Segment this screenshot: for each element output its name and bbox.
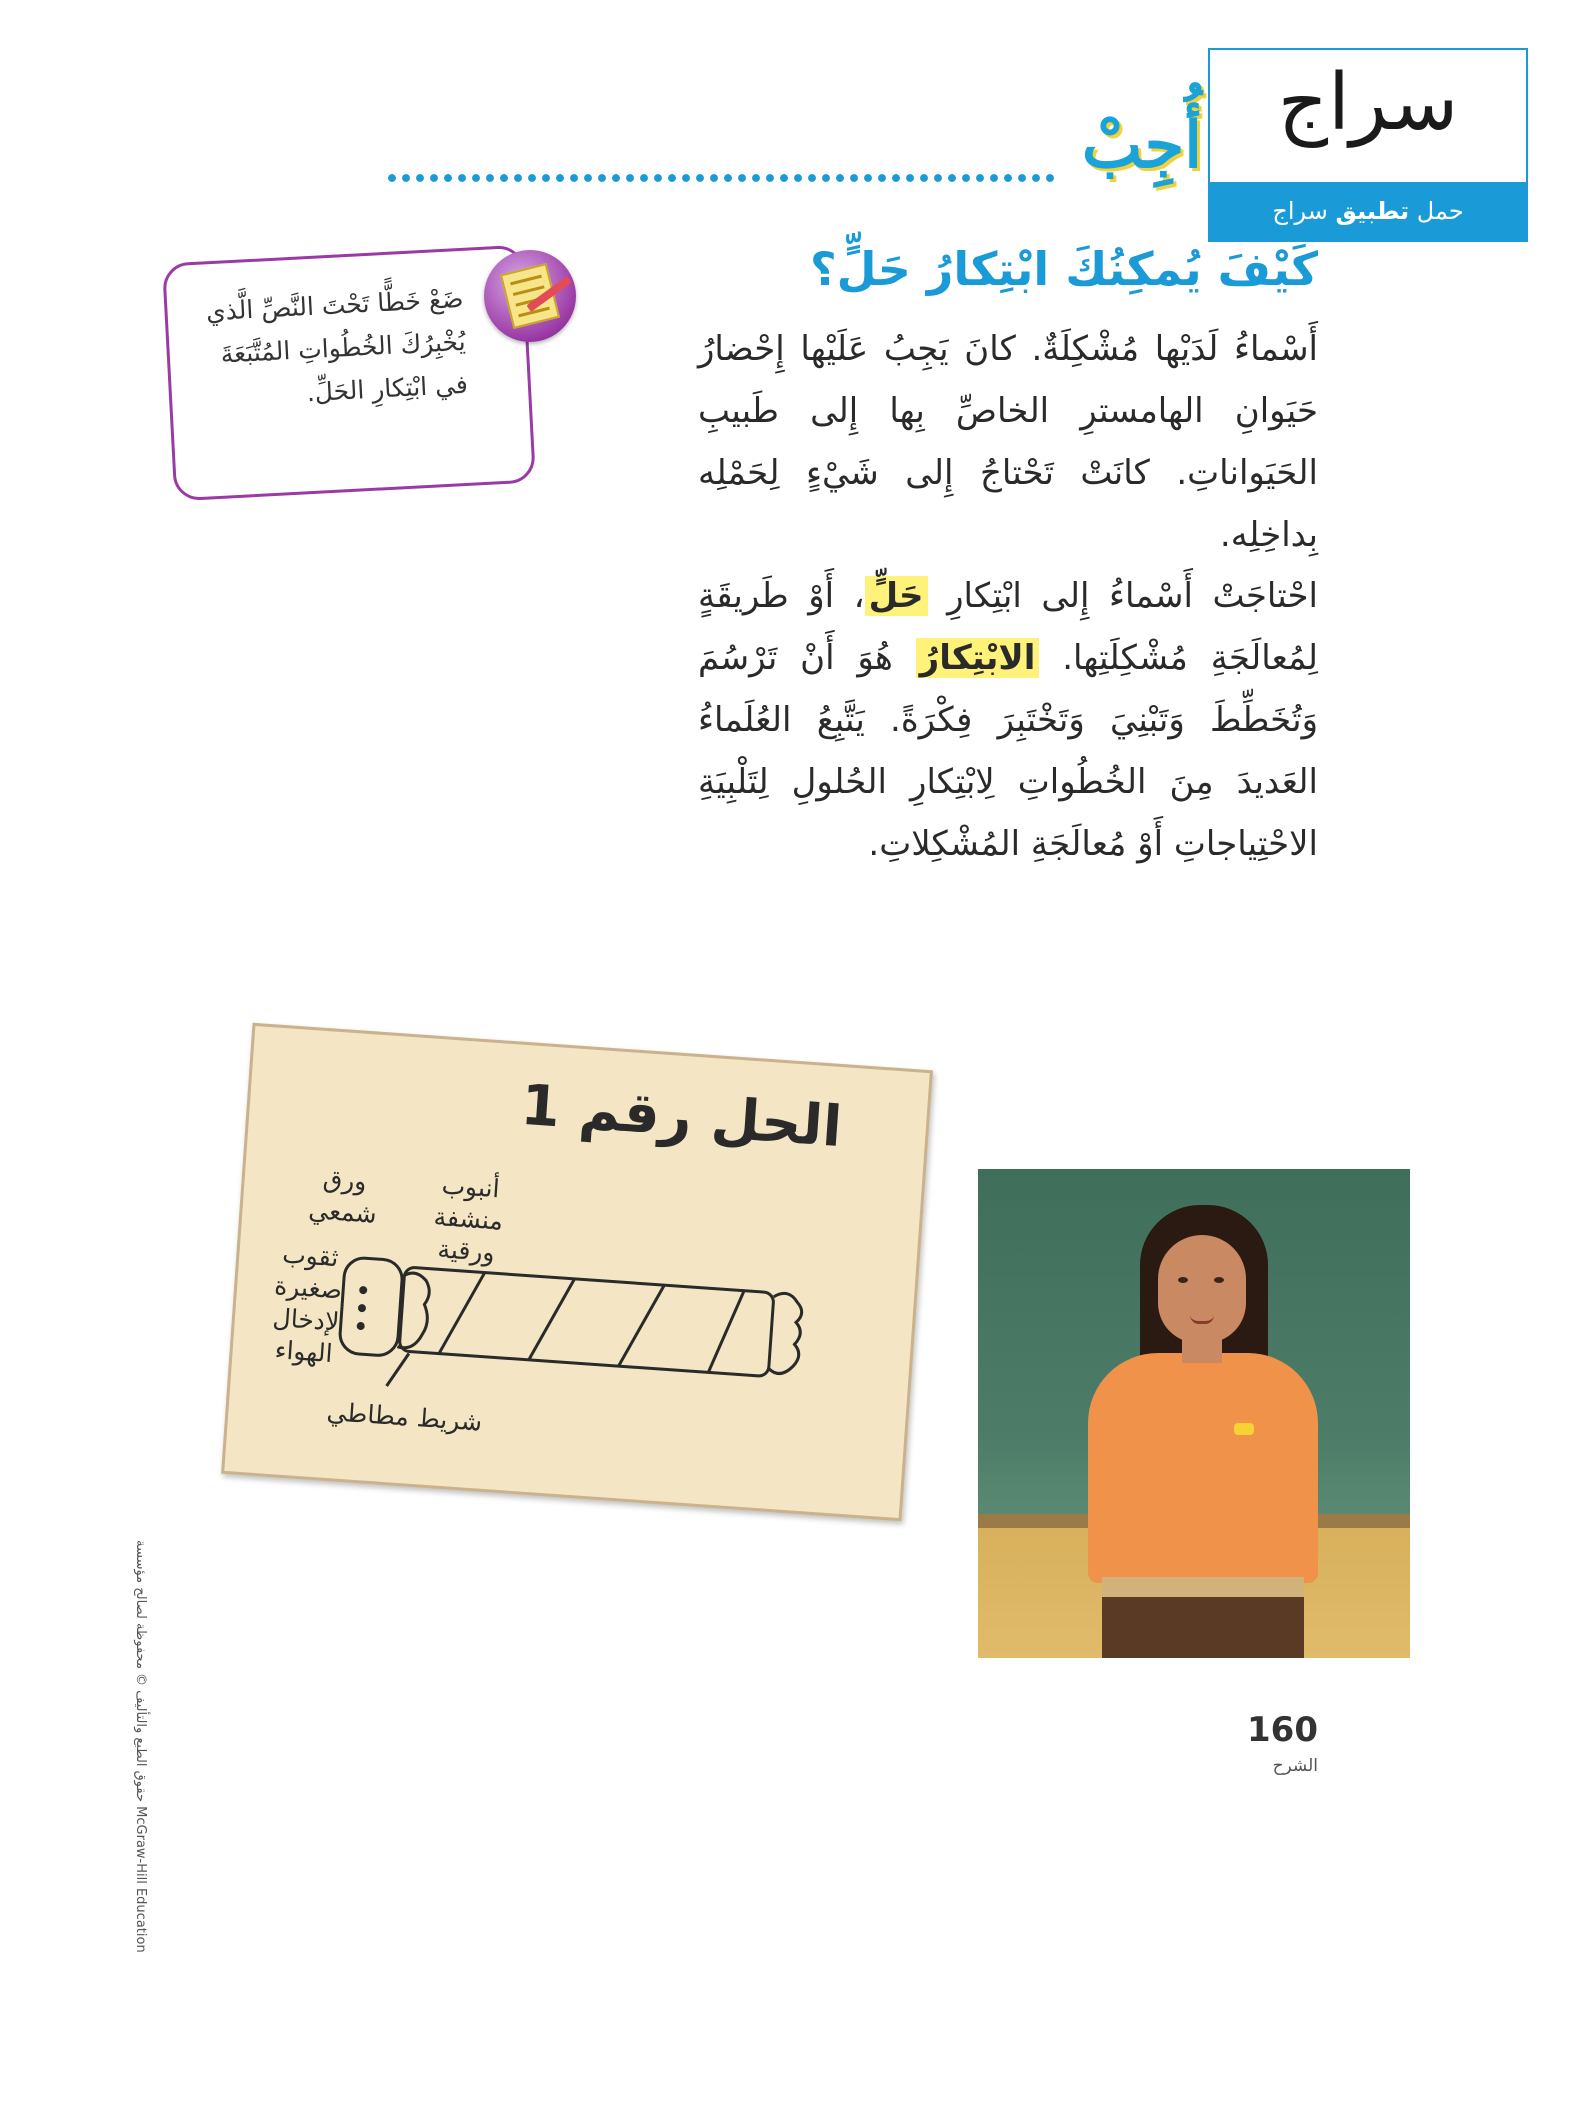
- girl-eye-right: [1214, 1277, 1224, 1283]
- girl-shirt: [1088, 1353, 1318, 1583]
- highlight-term-innovation: الابْتِكارُ: [916, 638, 1040, 678]
- logo-band: [1210, 182, 1526, 240]
- notepad-pencil-icon: [484, 250, 576, 342]
- tube-drawing: [326, 1222, 877, 1429]
- girl-pants: [1102, 1597, 1304, 1658]
- sirag-logo: [1208, 48, 1528, 242]
- sketch-label-tube: أنبوب منشفة ورقية: [432, 1170, 505, 1268]
- sketch-label-wax-paper: ورق شمعي: [307, 1164, 378, 1229]
- paragraph-2: [698, 565, 1318, 875]
- girl-belt: [1102, 1577, 1304, 1597]
- paragraph-2-end: هُوَ أَنْ تَرْسُمَ وَتُخَطِّطَ وَتَبْنِيَ وَتَخْتَبِرَ فِكْرَةً. يَتَّبِعُ العُلَماءُ العَديدَ مِنَ الخُطُواتِ لِابْتِكارِ الحُلولِ لِتَلْبِيَةِ الاحْتِياجاتِ أَوْ مُعالَجَةِ المُشْكِلاتِ.: [698, 638, 1318, 864]
- page-number: 160: [1247, 1710, 1318, 1750]
- solution-sketch-card: [221, 1023, 933, 1521]
- shirt-logo: [1234, 1423, 1254, 1435]
- logo-band-bold: تطبيق: [1335, 197, 1410, 225]
- paragraph-2-mid: ، أَوْ طَريقَةٍ لِمُعالَجَةِ مُشْكِلَتِها.: [698, 576, 1319, 678]
- paragraph-2-start: احْتاجَتْ أَسْماءُ إِلى ابْتِكارِ: [927, 576, 1318, 616]
- logo-word: سراج: [1277, 58, 1459, 148]
- student-photo: [978, 1169, 1410, 1658]
- girl-eye-left: [1178, 1277, 1188, 1283]
- sketch-label-air-holes: ثقوب صغيرة لإدخال الهواء: [271, 1239, 344, 1369]
- sketch-title: الحل رقم 1: [518, 1072, 844, 1161]
- highlight-term-solution: حَلٍّ: [865, 576, 928, 616]
- logo-band-suffix: سراج: [1272, 197, 1328, 225]
- section-heading-text: أُجِبْ: [1081, 108, 1202, 183]
- sketch-label-rubber-band: شريط مطاطي: [325, 1396, 484, 1437]
- dotted-divider: [385, 172, 1055, 184]
- girl-face: [1158, 1235, 1246, 1343]
- section-heading: [1060, 108, 1210, 208]
- question-title: كَيْفَ يُمكِنُكَ ابْتِكارُ حَلٍّ؟: [809, 242, 1318, 296]
- copyright-credit: McGraw-Hill Education حقوق الطبع والتأليف © محفوظة لصالح مؤسسة: [133, 1540, 148, 1953]
- note-text: ضَعْ خَطًّا تَحْتَ النَّصِّ الَّذي يُخْبِرُكَ الخُطُواتِ المُتَّبَعَةَ في ابْتِكارِ الحَلِّ.: [205, 283, 469, 408]
- note-box: [162, 245, 536, 502]
- page-section-label: الشرح: [1272, 1756, 1318, 1776]
- paragraph-1: أَسْماءُ لَدَيْها مُشْكِلَةٌ. كانَ يَجِبُ عَلَيْها إِحْضارُ حَيَوانِ الهامسترِ الخاصِّ بِها إِلى طَبيبِ الحَيَواناتِ. كانَتْ تَحْتاجُ إِلى شَيْءٍ لِحَمْلِه بِداخِلِه.: [698, 329, 1318, 555]
- logo-band-prefix: حمل: [1416, 197, 1464, 225]
